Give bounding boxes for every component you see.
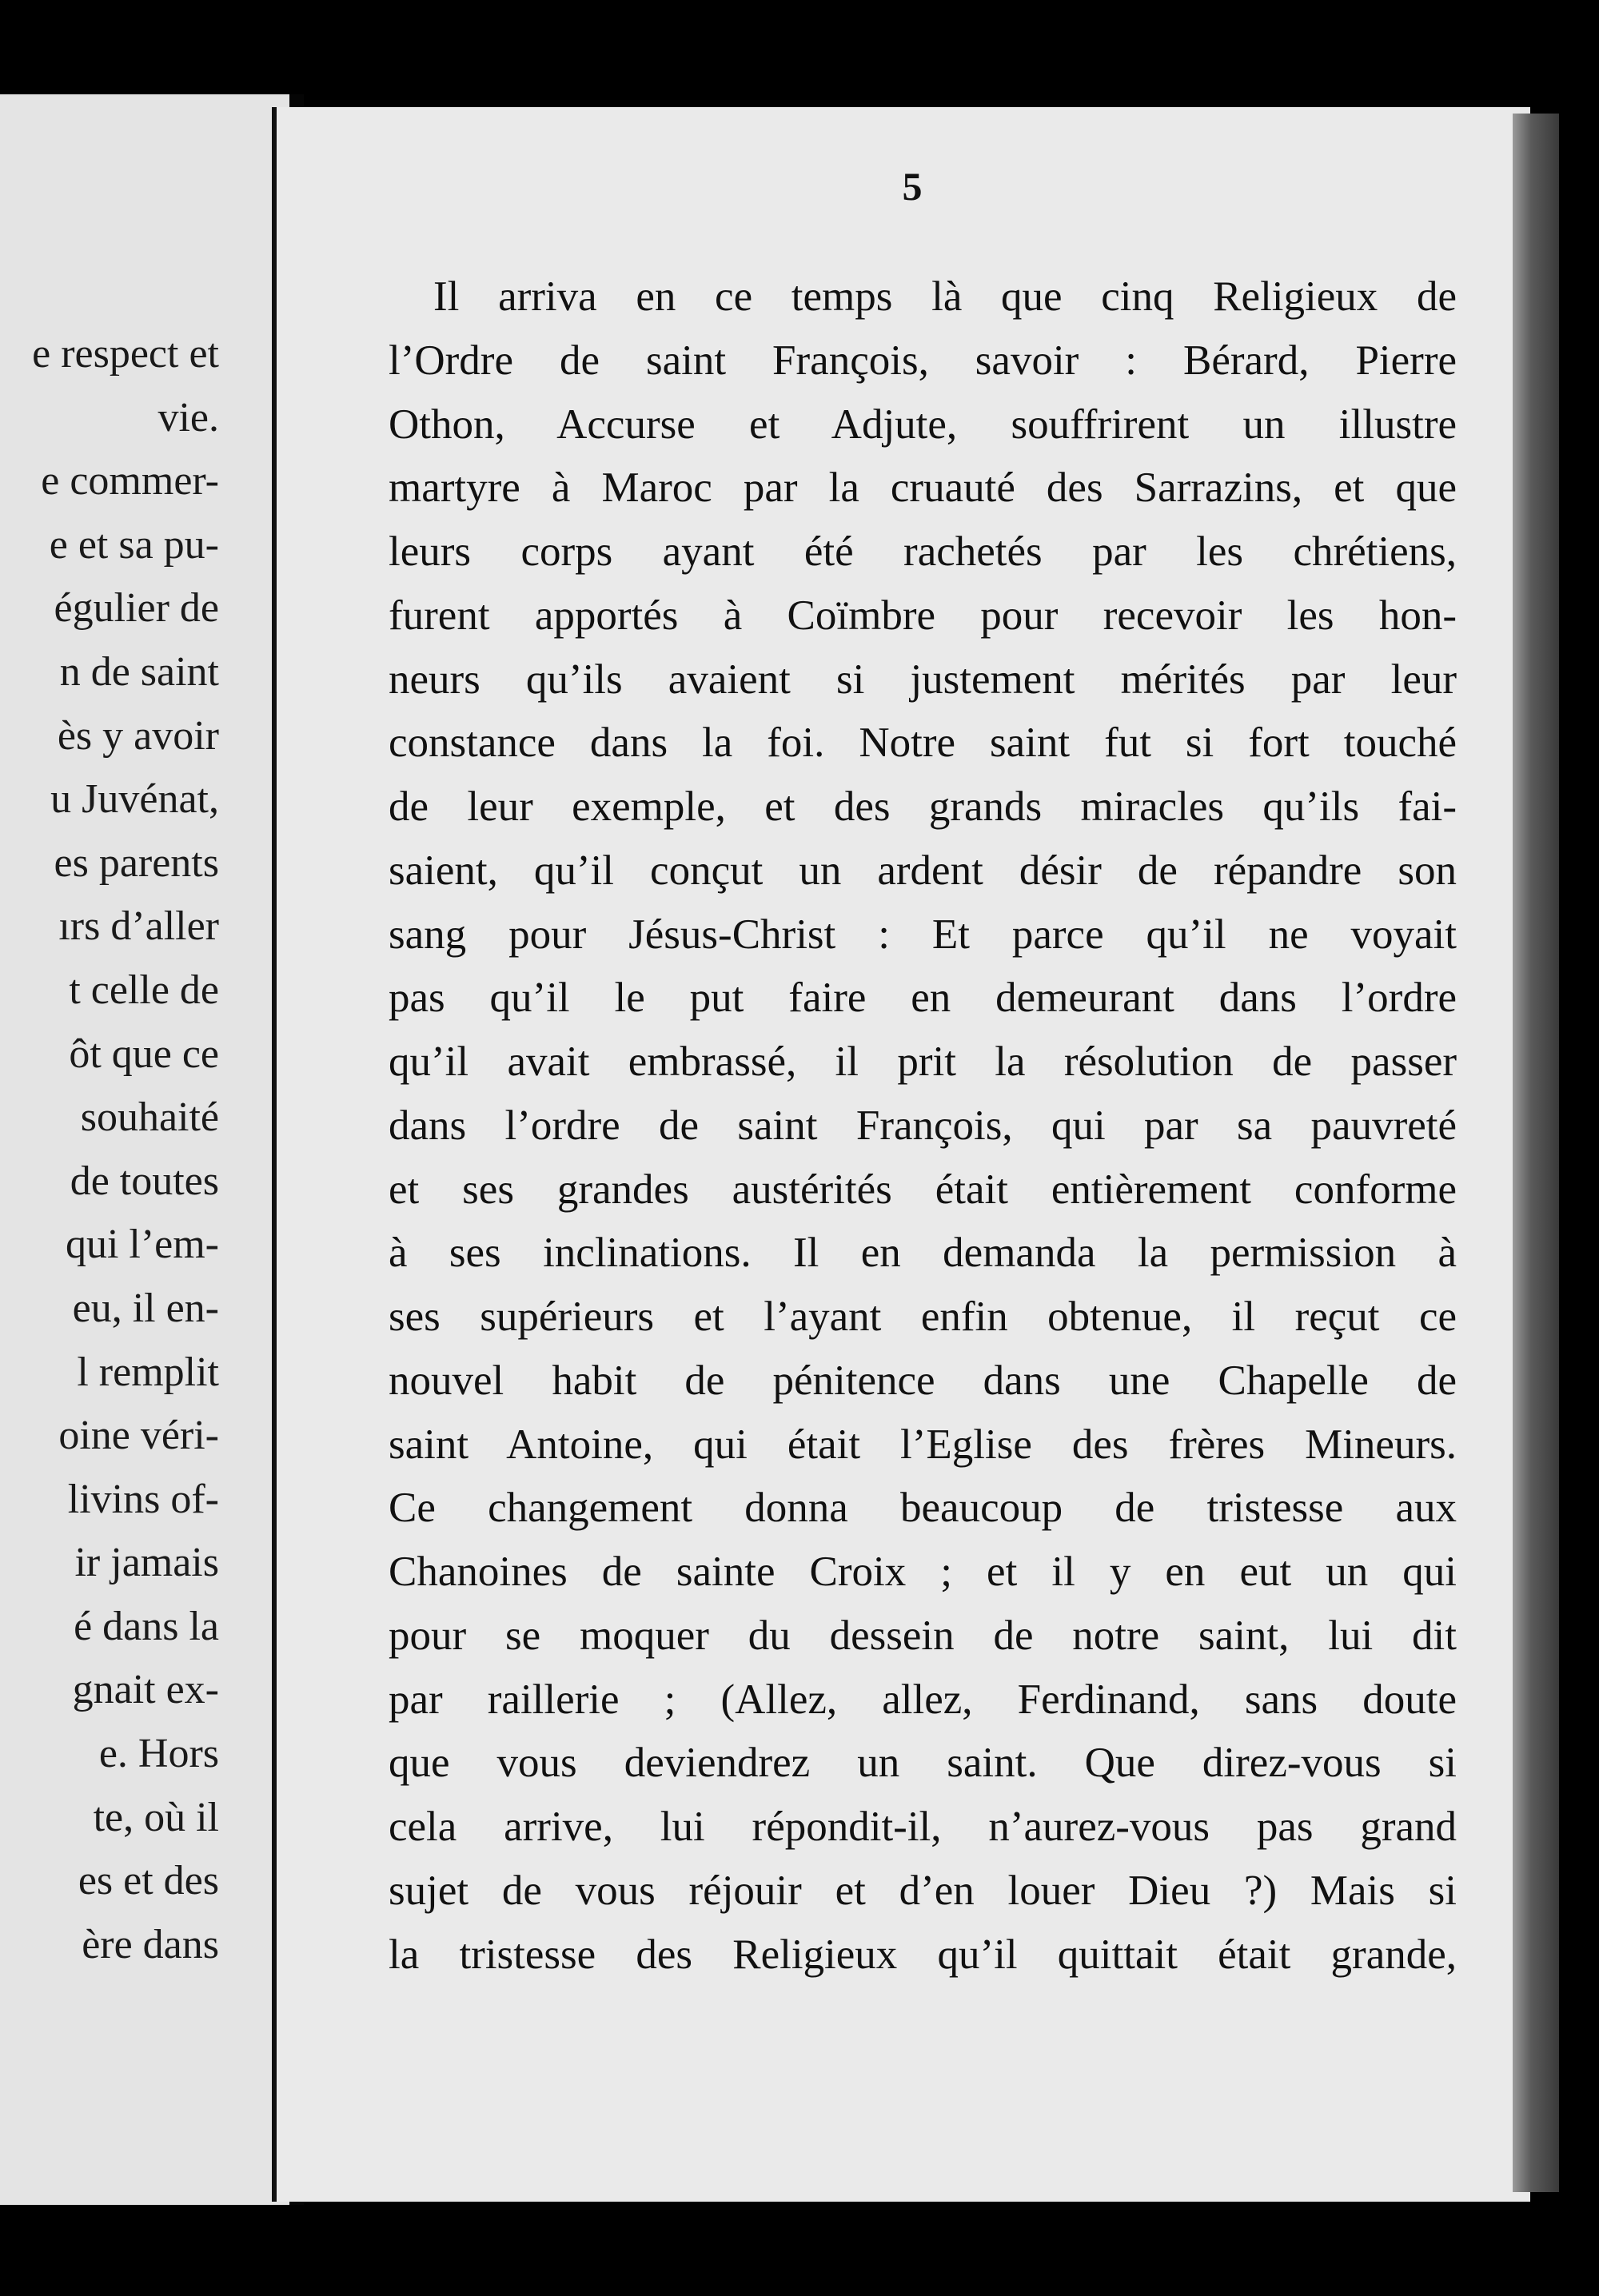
text-line: constance dans la foi. Notre saint fut si fort touché <box>389 719 1457 767</box>
left-line: é dans la <box>74 1603 219 1649</box>
text-line: pas qu’il le put faire en demeurant dans l’ordre <box>389 975 1457 1022</box>
left-line: es et des <box>78 1858 219 1904</box>
text-line: saint Antoine, qui était l’Eglise des frères Mineurs. <box>389 1421 1457 1468</box>
left-line: e respect et <box>32 331 219 377</box>
left-line: gnait ex- <box>72 1667 219 1713</box>
left-line: eu, il en- <box>72 1285 219 1331</box>
left-line: vie. <box>158 394 219 440</box>
left-line: souhaité <box>80 1094 219 1141</box>
page-number: 5 <box>902 164 923 209</box>
text-line: neurs qu’ils avaient si justement mérités par leur <box>389 656 1457 703</box>
text-line: sang pour Jésus-Christ : Et parce qu’il ne voyait <box>389 911 1457 958</box>
left-line: de toutes <box>70 1158 219 1204</box>
text-line: saient, qu’il conçut un ardent désir de répandre son <box>389 847 1457 894</box>
text-line: cela arrive, lui répondit-il, n’aurez-vous pas grand <box>389 1804 1457 1850</box>
text-line: Il arriva en ce temps là que cinq Religieux de <box>433 273 1457 320</box>
left-line: u Juvénat, <box>50 776 219 823</box>
left-line: ère dans <box>82 1921 219 1967</box>
text-line: et ses grandes austérités était entièrement conforme <box>389 1166 1457 1213</box>
text-line: Ce changement donna beaucoup de tristesse aux <box>389 1485 1457 1532</box>
left-line: ès y avoir <box>57 712 219 759</box>
left-line: l remplit <box>77 1349 219 1395</box>
text-line: la tristesse des Religieux qu’il quittait était grande, <box>389 1931 1457 1978</box>
left-line: te, où il <box>93 1794 219 1840</box>
text-line: de leur exemple, et des grands miracles qu’ils fai- <box>389 783 1457 830</box>
left-line: e. Hors <box>98 1731 219 1777</box>
text-line: à ses inclinations. Il en demanda la permission à <box>389 1230 1457 1277</box>
left-line: livins of- <box>67 1476 219 1522</box>
left-line: n de saint <box>59 648 219 695</box>
left-line: ôt que ce <box>69 1030 219 1077</box>
left-line: t celle de <box>69 967 219 1013</box>
left-line: égulier de <box>54 585 219 632</box>
page-edge-shadow <box>1513 114 1559 2192</box>
text-line: l’Ordre de saint François, savoir : Bérard, Pierre <box>389 337 1457 384</box>
text-line: Othon, Accurse et Adjute, souffrirent un illustre <box>389 401 1457 448</box>
text-line: sujet de vous réjouir et d’en louer Dieu ?) Mais si <box>389 1867 1457 1914</box>
text-line: nouvel habit de pénitence dans une Chapelle de <box>389 1357 1457 1404</box>
left-line: e commer- <box>41 458 219 504</box>
text-line: leurs corps ayant été rachetés par les chrétiens, <box>389 528 1457 575</box>
left-line: es parents <box>54 839 219 886</box>
text-line: pour se moquer du dessein de notre saint, lui dit <box>389 1612 1457 1659</box>
left-line: qui l’em- <box>65 1222 219 1268</box>
text-line: qu’il avait embrassé, il prit la résolution de passer <box>389 1038 1457 1085</box>
left-line: ırs d’aller <box>58 903 219 950</box>
text-line: furent apportés à Coïmbre pour recevoir les hon- <box>389 592 1457 639</box>
text-line: dans l’ordre de saint François, qui par sa pauvreté <box>389 1102 1457 1149</box>
left-line: e et sa pu- <box>49 521 219 568</box>
text-line: Chanoines de sainte Croix ; et il y en eut un qui <box>389 1549 1457 1595</box>
text-line: martyre à Maroc par la cruauté des Sarrazins, et que <box>389 464 1457 512</box>
left-page-text <box>0 322 219 1976</box>
text-line: ses supérieurs et l’ayant enfin obtenue, il reçut ce <box>389 1293 1457 1340</box>
left-line: oine véri- <box>58 1413 219 1459</box>
left-page <box>0 94 294 2205</box>
text-line: par raillerie ; (Allez, allez, Ferdinand, sans doute <box>389 1676 1457 1723</box>
left-line: ir jamais <box>74 1540 219 1586</box>
text-line: que vous deviendrez un saint. Que direz-vous si <box>389 1740 1457 1787</box>
body-text <box>389 265 1457 1987</box>
